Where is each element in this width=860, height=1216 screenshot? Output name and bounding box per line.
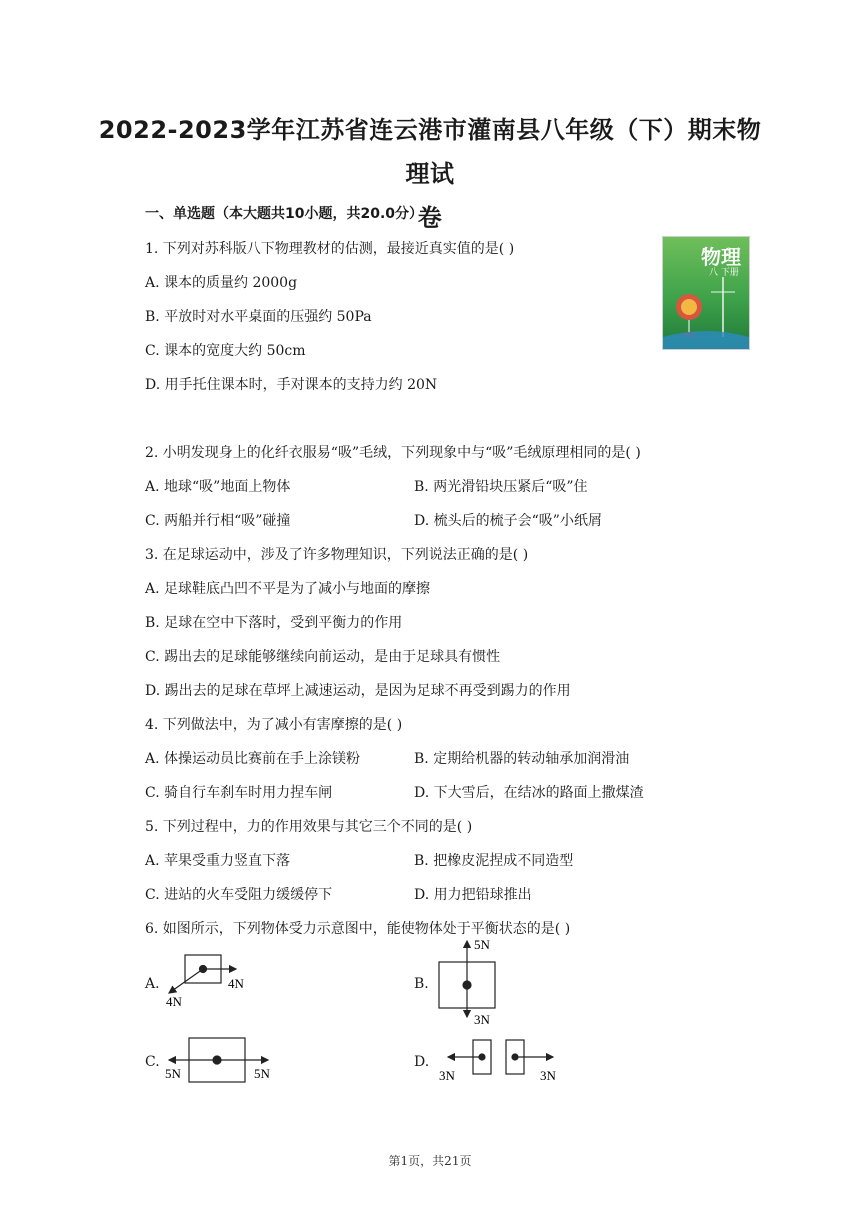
- q2-option-c: C. 两船并行相“吸”碰撞: [145, 513, 291, 529]
- figure-c-label-right: 5N: [254, 1066, 270, 1081]
- q1-option-c: C. 课本的宽度大约 50cm: [145, 343, 306, 359]
- q4-option-b: B. 定期给机器的转动轴承加润滑油: [414, 751, 630, 767]
- question-3-stem: 3. 在足球运动中，涉及了许多物理知识，下列说法正确的是( ): [145, 547, 529, 563]
- figure-b-label-top: 5N: [474, 937, 490, 952]
- q5-option-d: D. 用力把铅球推出: [414, 887, 532, 903]
- q6-option-c: C.: [145, 1054, 160, 1070]
- q6-option-b: B.: [414, 976, 429, 992]
- figure-a: [169, 955, 236, 993]
- book-cover-title: 物理: [701, 245, 741, 269]
- question-5-stem: 5. 下列过程中，力的作用效果与其它三个不同的是( ): [145, 819, 473, 835]
- q1-option-b: B. 平放时对水平桌面的压强约 50Pa: [145, 309, 372, 325]
- q1-option-a: A. 课本的质量约 2000g: [145, 275, 298, 291]
- question-4-stem: 4. 下列做法中，为了减小有害摩擦的是( ): [145, 717, 403, 733]
- figure-b-label-bottom: 3N: [474, 1012, 490, 1027]
- figure-a-arrow-left-down: [169, 969, 203, 993]
- q6-option-a: A.: [145, 976, 160, 992]
- question-1-stem: 1. 下列对苏科版八下物理教材的估测，最接近真实值的是( ): [145, 241, 515, 257]
- q2-option-d: D. 梳头后的梳子会“吸”小纸屑: [414, 513, 602, 529]
- figure-b: [439, 941, 495, 1017]
- q5-option-a: A. 苹果受重力竖直下落: [145, 853, 291, 869]
- page-footer: 第1页，共21页: [388, 1154, 472, 1168]
- question-6-stem: 6. 如图所示，下列物体受力示意图中，能使物体处于平衡状态的是( ): [145, 921, 571, 937]
- q2-option-a: A. 地球“吸”地面上物体: [145, 479, 291, 495]
- figure-a-label-left: 4N: [166, 994, 182, 1009]
- q3-option-c: C. 踢出去的足球能够继续向前运动，是由于足球具有惯性: [145, 649, 501, 665]
- q4-option-c: C. 骑自行车刹车时用力捏车闸: [145, 785, 333, 801]
- figure-d: [448, 1040, 553, 1074]
- question-2-stem: 2. 小明发现身上的化纤衣服易“吸”毛绒，下列现象中与“吸”毛绒原理相同的是( ): [145, 445, 641, 461]
- q3-option-b: B. 足球在空中下落时，受到平衡力的作用: [145, 615, 403, 631]
- title-line-1: 2022-2023学年江苏省连云港市灌南县八年级（下）期末物理试: [98, 116, 762, 188]
- figure-d-label-right: 3N: [540, 1068, 556, 1083]
- q4-option-d: D. 下大雪后，在结冰的路面上撒煤渣: [414, 785, 644, 801]
- q3-option-d: D. 踢出去的足球在草坪上减速运动，是因为足球不再受到踢力的作用: [145, 683, 571, 699]
- q2-option-b: B. 两光滑铅块压紧后“吸”住: [414, 479, 588, 495]
- q1-option-d: D. 用手托住课本时，手对课本的支持力约 20N: [145, 377, 438, 393]
- figure-d-label-left: 3N: [439, 1068, 455, 1083]
- figure-c-label-left: 5N: [165, 1066, 181, 1081]
- figure-a-label-right: 4N: [228, 976, 244, 991]
- q5-option-c: C. 进站的火车受阻力缓缓停下: [145, 887, 333, 903]
- book-cover-subtitle: 八 下册: [709, 268, 739, 278]
- title-line-2: 卷: [417, 204, 443, 232]
- q6-option-d: D.: [414, 1054, 430, 1070]
- q4-option-a: A. 体操运动员比赛前在手上涂镁粉: [145, 751, 361, 767]
- q3-option-a: A. 足球鞋底凸凹不平是为了减小与地面的摩擦: [145, 581, 431, 597]
- section-heading: 一、单选题（本大题共10小题，共20.0分）: [145, 206, 424, 222]
- q5-option-b: B. 把橡皮泥捏成不同造型: [414, 853, 574, 869]
